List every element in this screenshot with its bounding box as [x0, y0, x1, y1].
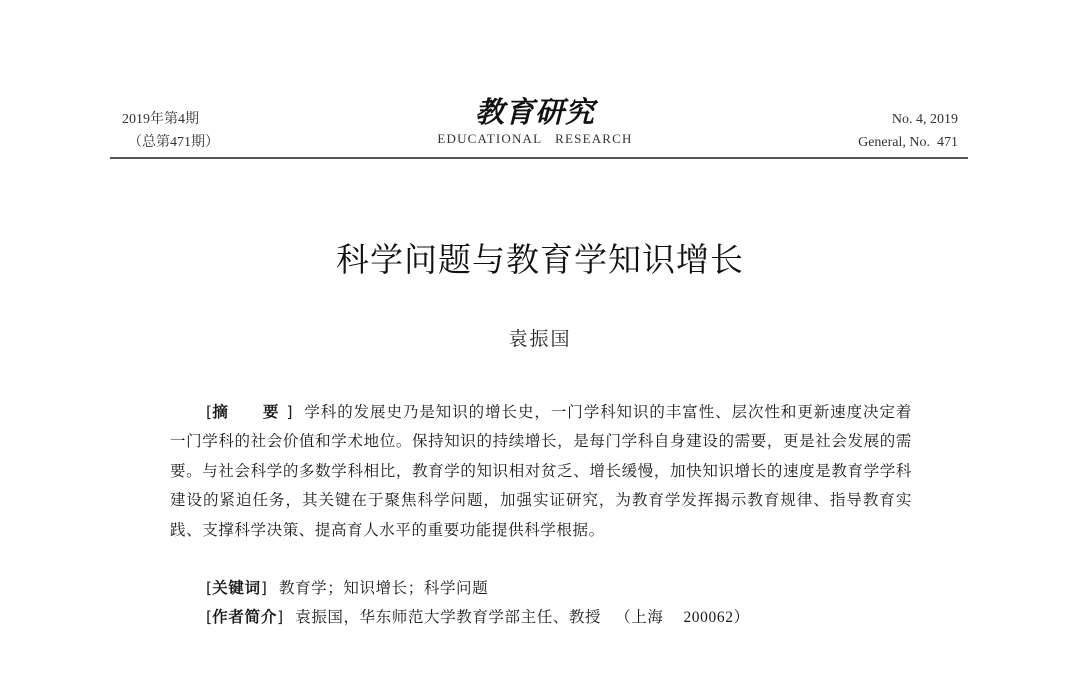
abstract-label: 摘 要: [212, 403, 287, 421]
keywords-tag: [关键词]: [206, 579, 267, 597]
journal-logo: 教育研究: [474, 95, 595, 129]
number-line-2: General, No. 471: [858, 135, 958, 150]
author-info-text: 袁振国，华东师范大学教育学部主任、教授: [295, 608, 602, 626]
author-info-row: [206, 603, 926, 632]
issue-line-1: 2019年第4期: [122, 112, 199, 127]
article-title: 科学问题与教育学知识增长: [336, 240, 744, 279]
issue-line-2: （总第471期）: [128, 135, 219, 150]
author-info-label: 作者简介: [212, 608, 278, 626]
author-location: （上海 200062）: [615, 608, 750, 626]
number-line-1: No. 4, 2019: [891, 112, 958, 127]
author-info-tag: [作者简介]: [206, 608, 284, 626]
keywords-text: 教育学；知识增长；科学问题: [278, 579, 489, 597]
keywords-row: [206, 574, 926, 602]
keywords-label: 关键词: [212, 579, 261, 597]
journal-masthead: [435, 94, 635, 148]
abstract-text: 学科的发展史乃是知识的增长史，一门学科知识的丰富性、层次性和更新速度决定着一门学科的社会价值和学术地位。保持知识的持续增长，是每门学科自身建设的需要，更是社会发展的需要。与社会科学的多数学科相比，教育学的知识相对贫乏、增长缓慢，加快知识增长的速度是教育学学科建设的紧迫任务，其关键在于聚焦科学问题，加强实证研究，为教育学发挥揭示教育规律、指导教育实践、支撑科学决策、提高育人水平的重要功能提供科学根据。: [170, 403, 913, 539]
article-author: 袁振国: [508, 328, 572, 350]
header-divider: [110, 157, 968, 159]
issue-info: [122, 108, 219, 154]
journal-english-name: EDUCATIONAL RESEARCH: [437, 131, 633, 146]
author-city: 上海: [631, 608, 664, 626]
author-zip: 200062: [683, 609, 734, 626]
abstract: [170, 398, 912, 545]
number-info: [858, 108, 958, 154]
abstract-tag: [摘 要]: [206, 403, 293, 421]
